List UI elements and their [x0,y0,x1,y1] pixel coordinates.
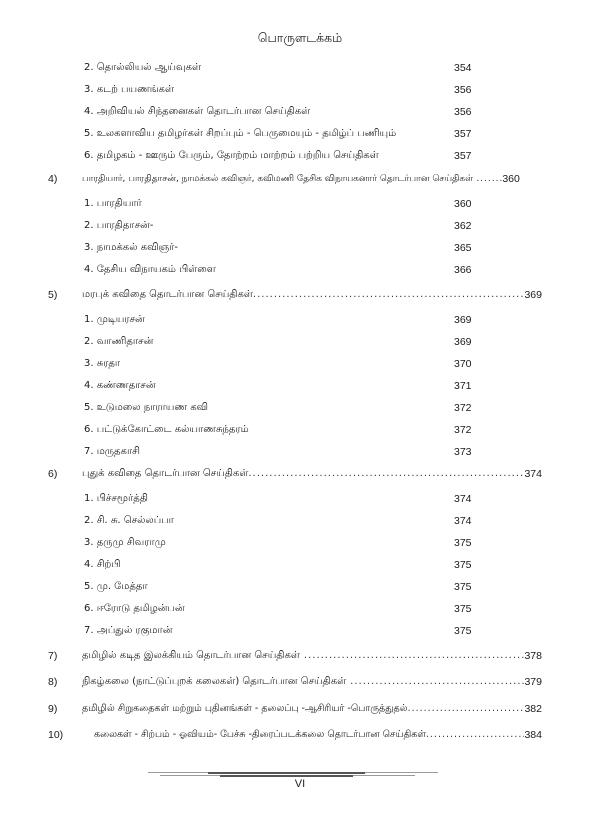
subitem-label: 5. உடுமலை நாராயண கவி [84,402,208,413]
section-number: 6) [48,468,58,480]
section-page: 378 [524,650,542,662]
page-number: VI [294,778,306,790]
subitem-label: 2. பாரதிதாசன்- [84,220,154,231]
footer-rule-line [220,775,353,777]
subitem-page: 371 [454,380,472,392]
section-label: தமிழில் சிறுகதைகள் மற்றும் புதினங்கள் - தலைப்பு -ஆசிரியர் -பொருத்துதல் [82,703,408,714]
section-label: பாரதியார், பாரதிதாசன், நாமக்கல் கவிஞர், கவிமணி தேசிக விநாயகனார் தொடர்பான செய்திகள் [82,174,474,184]
toc-subitem [84,198,472,210]
toc-subitem [84,581,472,593]
subitem-label: 4. அறிவியல் சிந்தனைகள் தொடர்பான செய்திகள் [84,106,311,117]
section-label: கலைகள் - சிற்பம் - ஓவியம்- பேச்சு -திரைப்படக்கலை தொடர்பான செய்திகள் [94,729,426,740]
subitem-label: 4. சிற்பி [84,559,121,570]
subitem-label: 1. பாரதியார் [84,198,142,209]
section-number: 8) [48,676,58,688]
section-label: தமிழில் கடித இலக்கியம் தொடர்பான செய்திகள் [82,650,300,661]
subitem-page: 370 [454,358,472,370]
subitem-label: 2. வாணிதாசன் [84,336,154,347]
toc-subitem [84,537,472,549]
section-page: 379 [524,676,542,688]
toc-subitem [84,336,472,348]
subitem-label: 7. மருதகாசி [84,446,141,457]
section-page: 374 [524,468,542,480]
subitem-page: 375 [454,581,472,593]
subitem-page: 375 [454,537,472,549]
footer-rule-line [208,772,365,774]
section-page: 360 [502,173,520,185]
subitem-label: 4. தேசிய விநாயகம் பிள்ளை [84,264,216,275]
toc-subitem [84,264,472,276]
subitem-page: 357 [454,150,472,162]
leader-dots [426,729,525,741]
toc-subitem [84,446,472,458]
section-number: 5) [48,289,58,301]
section-label: புதுக் கவிதை தொடர்பான செய்திகள் [82,468,249,479]
toc-subitem [84,559,472,571]
toc-subitem [84,380,472,392]
subitem-page: 356 [454,106,472,118]
toc-subitem [84,358,472,370]
subitem-page: 365 [454,242,472,254]
subitem-label: 1. பிச்சமூர்த்தி [84,493,148,504]
section-page: 382 [524,703,542,715]
section-number: 10) [48,729,64,741]
section-page: 369 [524,289,542,301]
leader-dots [350,676,524,688]
section-number: 7) [48,650,58,662]
toc-subitem [84,402,472,414]
toc-subitem [84,603,472,615]
section-number: 9) [48,703,58,715]
toc-subitem [84,220,472,232]
subitem-label: 5. உலகளாவிய தமிழர்கள் சிறப்பும் - பெருமையும் - தமிழ்ப் பணியும் [84,128,397,139]
leader-dots [304,650,525,662]
leader-dots [253,289,525,301]
subitem-page: 375 [454,625,472,637]
subitem-label: 3. கடற் பயணங்கள் [84,84,174,95]
toc-subitem [84,106,472,118]
section-label: நிகழ்கலை (நாட்டுப்புறக் கலைகள்) தொடர்பான செய்திகள் [82,676,347,687]
subitem-label: 6. ஈரோடு தமிழன்பன் [84,603,185,614]
subitem-page: 354 [454,62,472,74]
subitem-label: 3. தருமு சிவராமு [84,537,166,548]
toc-subitem [84,515,472,527]
subitem-page: 369 [454,336,472,348]
toc-subitem [84,424,472,436]
leader-dots [476,173,502,185]
subitem-page: 375 [454,603,472,615]
subitem-label: 3. நாமக்கல் கவிஞர்- [84,242,179,253]
subitem-page: 372 [454,424,472,436]
toc-subitem [84,62,472,74]
subitem-page: 374 [454,515,472,527]
toc-subitem [84,314,472,326]
subitem-page: 356 [454,84,472,96]
section-number: 4) [48,173,58,185]
subitem-page: 357 [454,128,472,140]
subitem-label: 5. மு. மேத்தா [84,581,148,592]
toc-subitem [84,493,472,505]
subitem-label: 4. கண்ணதாசன் [84,380,156,391]
leader-dots [248,468,524,480]
subitem-label: 7. அப்துல் ரகுமான் [84,625,173,636]
subitem-page: 373 [454,446,472,458]
subitem-label: 6. தமிழகம் - ஊரும் பேரும், தோற்றம் மாற்றம் பற்றிய செய்திகள் [84,150,379,161]
leader-dots [408,703,525,715]
subitem-label: 2. சி. சு. செல்லப்பா [84,515,174,526]
subitem-label: 2. தொல்லியல் ஆய்வுகள் [84,62,201,73]
page-title: பொருளடக்கம் [257,30,343,45]
section-label: மரபுக் கவிதை தொடர்பான செய்திகள் [82,289,253,300]
section-page: 384 [524,729,542,741]
subitem-page: 366 [454,264,472,276]
subitem-page: 360 [454,198,472,210]
subitem-page: 369 [454,314,472,326]
toc-subitem [84,84,472,96]
toc-subitem [84,150,472,162]
subitem-label: 3. சுரதா [84,358,121,369]
subitem-label: 1. முடியரசன் [84,314,145,325]
subitem-page: 372 [454,402,472,414]
toc-subitem [84,242,472,254]
subitem-page: 375 [454,559,472,571]
toc-subitem [84,625,472,637]
subitem-page: 362 [454,220,472,232]
toc-subitem [84,128,472,140]
subitem-label: 6. பட்டுக்கோட்டை கல்யாணசுந்தரம் [84,424,249,435]
subitem-page: 374 [454,493,472,505]
